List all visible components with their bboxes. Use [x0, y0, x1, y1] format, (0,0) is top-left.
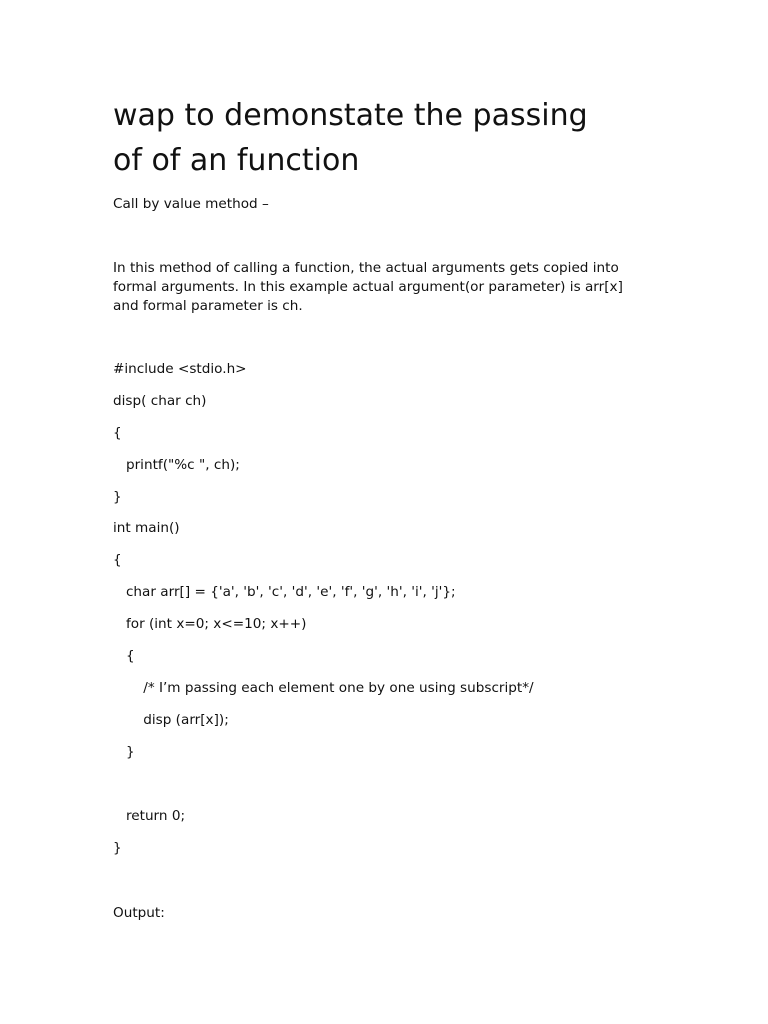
explanation-paragraph — [113, 259, 653, 316]
code-line: char arr[] = {'a', 'b', 'c', 'd', 'e', 'f', 'g', 'h', 'i', 'j'}; — [113, 584, 456, 600]
page-title — [113, 93, 673, 183]
title-line-1: wap to demonstate the passing — [113, 98, 588, 133]
paragraph-line: and formal parameter is ch. — [113, 298, 303, 314]
title-line-2: of of an function — [113, 143, 360, 178]
code-line: #include <stdio.h> — [113, 361, 247, 377]
code-line: } — [113, 744, 135, 760]
code-line: { — [113, 425, 122, 441]
code-line: /* I’m passing each element one by one using subscript*/ — [113, 680, 534, 696]
code-line: { — [113, 552, 122, 568]
code-line: disp (arr[x]); — [113, 712, 229, 728]
code-line: int main() — [113, 520, 180, 536]
output-label: Output: — [113, 905, 165, 921]
code-line: } — [113, 840, 122, 856]
paragraph-line: formal arguments. In this example actual argument(or parameter) is arr[x] — [113, 279, 623, 295]
code-line: { — [113, 648, 135, 664]
code-line: printf("%c ", ch); — [113, 457, 240, 473]
code-line: } — [113, 489, 122, 505]
paragraph-line: In this method of calling a function, the actual arguments gets copied into — [113, 260, 619, 276]
code-line: for (int x=0; x<=10; x++) — [113, 616, 307, 632]
code-line: return 0; — [113, 808, 186, 824]
method-heading: Call by value method – — [113, 196, 269, 212]
code-line: disp( char ch) — [113, 393, 207, 409]
